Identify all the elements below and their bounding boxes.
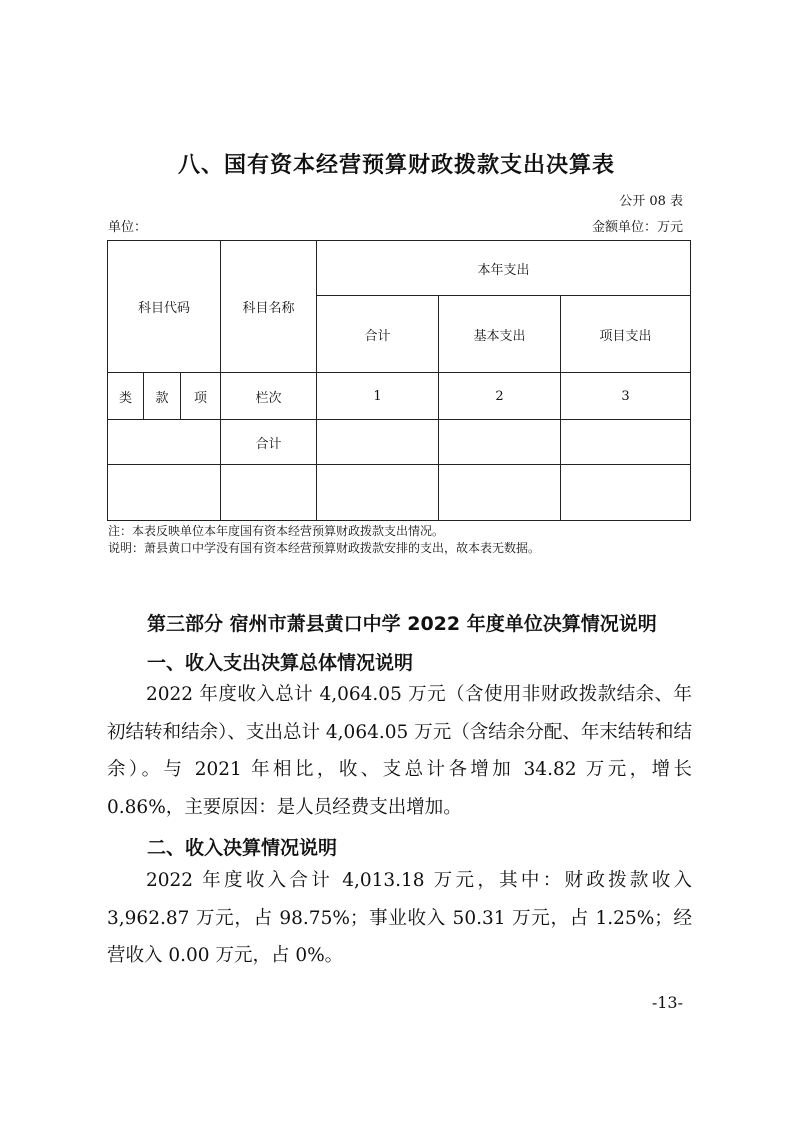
- col-index-1: 1: [317, 373, 439, 420]
- budget-expense-table: [107, 240, 691, 521]
- header-item: 项: [181, 373, 221, 420]
- table-row-index: [108, 373, 691, 420]
- part3-heading: 第三部分 宿州市萧县黄口中学 2022 年度单位决算情况说明: [147, 613, 657, 635]
- header-current-year-expense: 本年支出: [317, 241, 691, 296]
- header-subject-name: 科目名称: [221, 241, 317, 373]
- table-row-empty: [108, 465, 691, 521]
- row-index-label: 栏次: [221, 373, 317, 420]
- amount-unit-label: 金额单位：万元: [591, 220, 683, 235]
- col-index-3: 3: [561, 373, 691, 420]
- section2-heading: 二、收入决算情况说明: [147, 837, 338, 859]
- empty-total-cell: [317, 465, 439, 521]
- unit-label: 单位：: [108, 220, 148, 235]
- section2-paragraph: 2022 年度收入合计 4,013.18 万元，其中：财政拨款收入 3,962.87 万元，占 98.75%；事业收入 50.31 万元，占 1.25%；经营收入 0.00 万元，占 0%。: [107, 870, 692, 966]
- section1-paragraph: 2022 年度收入总计 4,064.05 万元（含使用非财政拨款结余、年初结转和结余）、支出总计 4,064.05 万元（含结余分配、年末结转和结余）。与 2021 年相比，收、支总计各增加 34.82 万元，增长 0.86%，主要原因：是人员经费支出增加。: [107, 684, 692, 818]
- table-explanation: 说明：萧县黄口中学没有国有资本经营预算财政拨款安排的支出，故本表无数据。: [108, 541, 541, 555]
- section1-heading: 一、收入支出决算总体情况说明: [147, 652, 414, 674]
- form-code: 公开 08 表: [619, 194, 683, 209]
- header-basic-expense: 基本支出: [439, 296, 561, 373]
- header-class: 类: [108, 373, 144, 420]
- col-index-2: 2: [439, 373, 561, 420]
- total-value-cell: [317, 420, 439, 465]
- header-subject-code: 科目代码: [108, 241, 221, 373]
- empty-basic-cell: [439, 465, 561, 521]
- page-title: 八、国有资本经营预算财政拨款支出决算表: [177, 153, 615, 178]
- header-project-expense: 项目支出: [561, 296, 691, 373]
- header-section: 款: [144, 373, 181, 420]
- total-code-cell: [108, 420, 221, 465]
- table-row-total: [108, 420, 691, 465]
- header-total: 合计: [317, 296, 439, 373]
- total-project-cell: [561, 420, 691, 465]
- table-note: 注：本表反映单位本年度国有资本经营预算财政拨款支出情况。: [108, 524, 445, 538]
- empty-name-cell: [221, 465, 317, 521]
- total-row-label: 合计: [221, 420, 317, 465]
- empty-code-cell: [108, 465, 221, 521]
- page-number: -13-: [651, 993, 683, 1012]
- empty-project-cell: [561, 465, 691, 521]
- total-basic-cell: [439, 420, 561, 465]
